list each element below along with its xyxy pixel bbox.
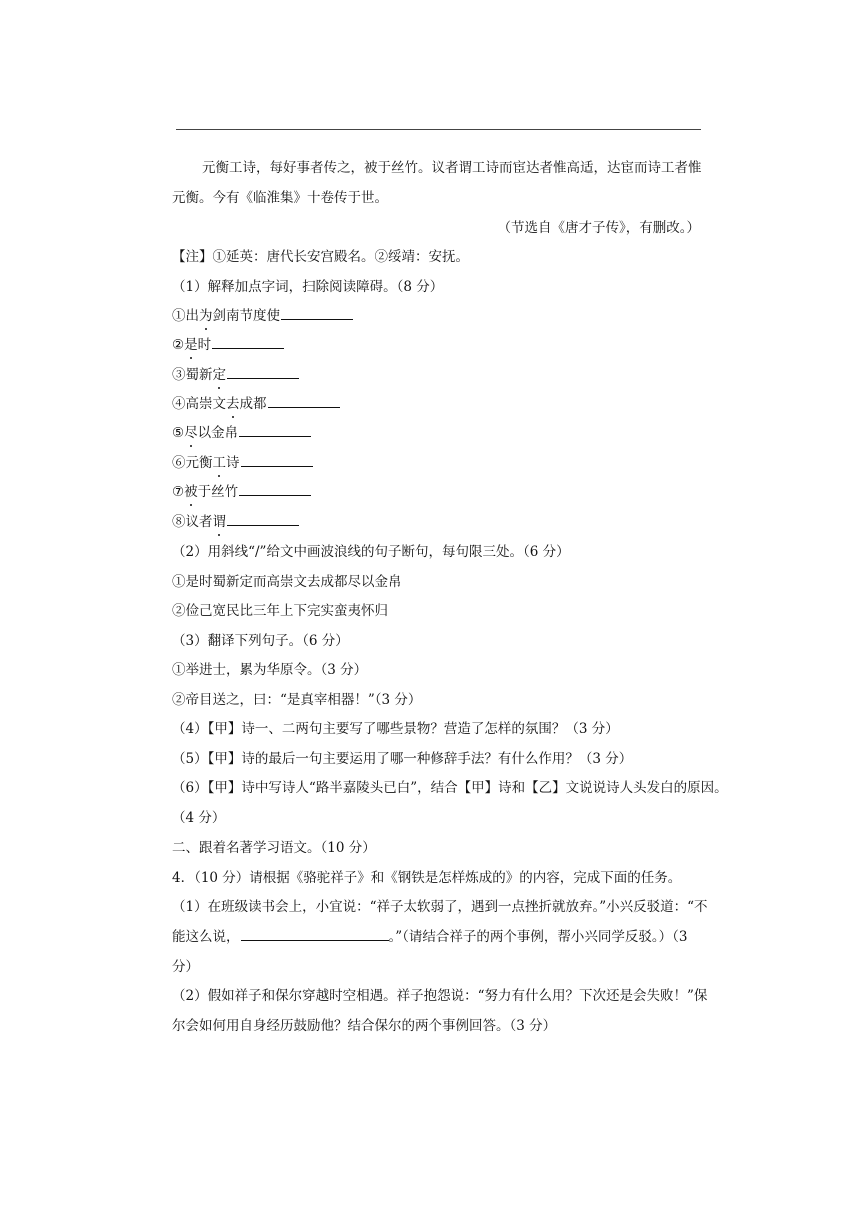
answer-blank[interactable] [239,483,311,496]
task4-p2-line-2: 尔会如何用自身经历鼓励他？结合保尔的两个事例回答。（3 分） [172,1018,557,1034]
q2-sentence-1: ①是时蜀新定而高崇文去成都尽以金帛 [172,574,402,590]
q1-item: ②是时 [172,336,284,354]
passage-line-1: 元衡工诗，每好事者传之，被于丝竹。议者谓工诗而宦达者惟高适，达宦而诗工者惟 [202,160,702,176]
q4-prompt: （4）【甲】诗一、二两句主要写了哪些景物？营造了怎样的氛围？（3 分） [172,721,619,737]
q3-sentence-1: ①举进士，累为华原令。（3 分） [172,662,368,678]
answer-blank[interactable] [227,366,299,379]
q1-item: ⑤尽以金帛 [172,424,311,442]
passage-source: （节选自《唐才子传》，有删改。） [497,220,700,236]
q1-item: ③蜀新定 [172,366,299,384]
passage-line-2: 元衡。今有《临淮集》十卷传于世。 [172,190,388,206]
q6-prompt-line-2: （4 分） [172,810,226,826]
q5-prompt: （5）【甲】诗的最后一句主要运用了哪一种修辞手法？有什么作用？（3 分） [172,751,633,767]
q2-sentence-2: ②俭己宽民比三年上下完实蛮夷怀归 [172,603,388,619]
header-rule [176,129,701,130]
q1-item: ①出为剑南节度使 [172,307,353,325]
q1-item: ⑧议者谓 [172,513,299,531]
task4-p2-line-1: （2）假如祥子和保尔穿越时空相遇。祥子抱怨说：“努力有什么用？下次还是会失败！”保 [172,988,708,1004]
q2-prompt: （2）用斜线“/”给文中画波浪线的句子断句，每句限三处。（6 分） [172,544,570,560]
q1-item: ④高崇文去成都 [172,395,340,413]
answer-blank[interactable] [227,513,299,526]
task4-intro: 4．（10 分）请根据《骆驼祥子》和《钢铁是怎样炼成的》的内容，完成下面的任务。 [172,870,682,886]
answer-blank[interactable] [241,928,389,941]
answer-blank[interactable] [241,454,313,467]
answer-blank[interactable] [268,395,340,408]
q3-sentence-2: ②帝目送之，曰：“是真宰相器！”（3 分） [172,692,422,708]
task4-p1-line-3: 分） [172,959,199,975]
answer-blank[interactable] [239,424,311,437]
task4-p1-line-2: 能这么说， 。”（请结合祥子的两个事例，帮小兴同学反驳。）（3 [172,929,688,945]
annotation-note: 【注】①延英：唐代长安宫殿名。②绥靖：安抚。 [172,249,469,265]
answer-blank[interactable] [281,307,353,320]
q3-prompt: （3）翻译下列句子。（6 分） [172,633,349,649]
q1-item: ⑦被于丝竹 [172,483,311,501]
q1-item: ⑥元衡工诗 [172,454,313,472]
task4-p1-line-1: （1）在班级读书会上，小宜说：“祥子太软弱了，遇到一点挫折就放弃。”小兴反驳道：“不 [172,899,708,915]
answer-blank[interactable] [212,336,284,349]
q6-prompt-line-1: （6）【甲】诗中写诗人“路半嘉陵头已白”，结合【甲】诗和【乙】文说说诗人头发白的原因。 [172,780,728,796]
q1-prompt: （1）解释加点字词，扫除阅读障碍。（8 分） [172,279,444,295]
section-2-heading: 二、跟着名著学习语文。（10 分） [172,840,376,856]
